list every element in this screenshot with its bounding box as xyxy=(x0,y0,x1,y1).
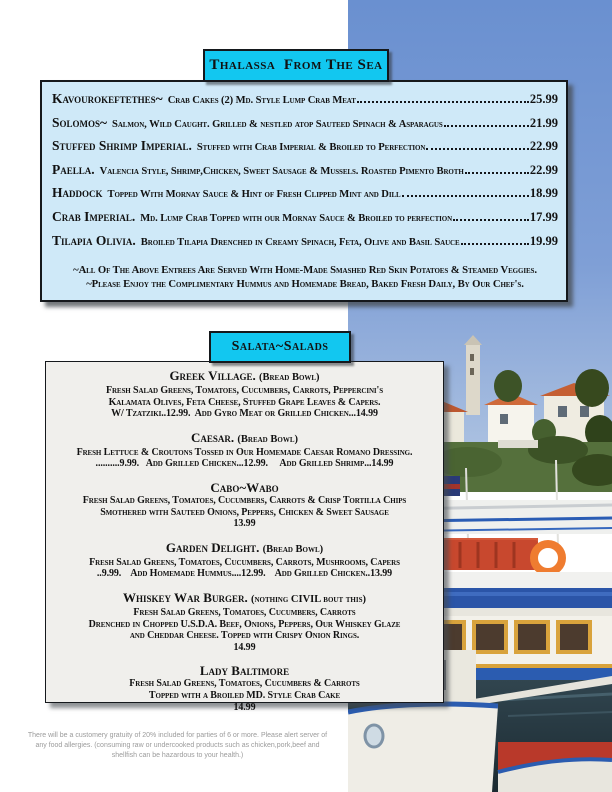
item-price: 22.99 xyxy=(529,162,558,177)
item-desc: Stuffed with Crab Imperial & Broiled to Perfection xyxy=(196,142,426,154)
disclaimer-line: There will be a customery gratuity of 20% included for parties of 6 or more. Please alert server of xyxy=(27,732,328,739)
disclaimer-line: shellfish can be hazardous to your health.) xyxy=(111,752,244,759)
salad-line: and Cheddar Cheese. Topped with Crispy Onion Rings. xyxy=(129,630,360,642)
salad-entry xyxy=(54,368,435,420)
item-price: 18.99 xyxy=(529,186,558,201)
salad-line: Fresh Salad Greens, Tomatoes, Cucumbers & Carrots xyxy=(129,678,360,690)
item-desc: Broiled Tilapia Drenched in Creamy Spinach, Feta, Olive and Basil Sauce xyxy=(140,236,460,248)
salad-title: Greek Village. (Bread Bowl) xyxy=(169,368,320,383)
item-desc: Topped With Mornay Sauce & Hint of Fresh Clipped Mint and Dill xyxy=(107,189,401,201)
menu-item xyxy=(52,209,558,233)
item-desc: Crab Cakes (2) Md. Style Lump Crab Meat xyxy=(167,95,356,106)
menu-item xyxy=(52,185,558,209)
item-name: Paella. xyxy=(52,161,95,177)
item-desc: Salmon, Wild Caught. Grilled & nestled atop Sauteed Spinach & Asparagus xyxy=(112,118,443,130)
dot-leader xyxy=(444,125,529,127)
dot-leader xyxy=(465,172,529,174)
section-header-salata xyxy=(209,331,351,363)
salad-line: Drenched in Chopped U.S.D.A. Beef, Onions, Peppers, Our Whiskey Glaze xyxy=(88,618,401,630)
salad-line: Kalamata Olives, Feta Cheese, Stuffed Grape Leaves & Capers. xyxy=(108,396,381,408)
life-ring xyxy=(534,544,562,572)
salad-line: Fresh Salad Greens, Tomatoes, Cucumbers, Carrots, Mushrooms, Capers xyxy=(89,556,400,568)
dot-leader xyxy=(461,243,529,245)
menu-item xyxy=(52,138,558,162)
item-price: 21.99 xyxy=(529,115,558,130)
salad-title: Whiskey War Burger. (nothing CIVIL bout this) xyxy=(123,589,366,605)
salad-subtitle: (Bread Bowl) xyxy=(258,372,320,383)
salad-entry xyxy=(54,590,435,653)
entree-notes xyxy=(52,264,558,291)
item-desc: Md. Lump Crab Topped with our Mornay Sauce & Broiled to perfection xyxy=(140,212,453,224)
item-name: Kavourokeftethes~ xyxy=(52,91,163,106)
section-header-salata-label: Salata~Salads xyxy=(231,339,329,354)
salad-subtitle: (nothing CIVIL bout this) xyxy=(250,593,366,605)
item-name: Haddock xyxy=(52,185,103,201)
entree-note-line: ~All Of The Above Entrees Are Served With Home-Made Smashed Red Skin Potatoes & Steamed Veggies. xyxy=(73,264,537,277)
dot-leader xyxy=(426,148,529,150)
salad-line: 14.99 xyxy=(233,701,256,713)
item-name: Solomos~ xyxy=(52,114,108,130)
section-header-thalassa xyxy=(203,49,389,82)
disclaimer xyxy=(10,731,345,761)
item-price: 22.99 xyxy=(529,139,558,154)
salad-entry xyxy=(54,540,435,580)
salad-title: Garden Delight. (Bread Bowl) xyxy=(165,539,324,555)
menu-item xyxy=(52,115,558,139)
salad-entry xyxy=(54,430,435,470)
salad-line: W/ Tzatziki..12.99. Add Gyro Meat or Grilled Chicken...14.99 xyxy=(111,408,378,420)
item-price: 25.99 xyxy=(529,92,558,106)
salad-line: ..9.99. Add Homemade Hummus....12.99. Add Grilled Chicken..13.99 xyxy=(96,568,393,580)
salad-title: Caesar. (Bread Bowl) xyxy=(191,429,298,445)
disclaimer-line: any food allergies. (consuming raw or undercooked products such as chicken,pork,beef and xyxy=(35,742,320,749)
salad-title: Lady Baltimore xyxy=(199,663,290,679)
salad-line: 13.99 xyxy=(233,518,256,530)
item-name: Tilapia Olivia. xyxy=(52,232,136,248)
dot-leader xyxy=(453,219,529,221)
section-header-thalassa-label: Thalassa From The Sea xyxy=(209,57,383,73)
menu-item xyxy=(52,233,558,257)
item-price: 17.99 xyxy=(529,209,558,224)
salad-line: Fresh Salad Greens, Tomatoes, Cucumbers, Carrots & Crisp Tortilla Chips xyxy=(82,494,407,506)
salads-box xyxy=(45,361,444,713)
item-name: Crab Imperial. xyxy=(52,208,136,224)
salad-line: ..........9.99. Add Grilled Chicken...12.99. Add Grilled Shrimp...14.99 xyxy=(95,458,394,470)
sea-menu-box xyxy=(40,80,568,302)
item-price: 19.99 xyxy=(529,233,558,248)
salad-subtitle: (Bread Bowl) xyxy=(237,433,298,445)
item-desc: Valencia Style, Shrimp,Chicken, Sweet Sausage & Mussels. Roasted Pimento Broth xyxy=(99,165,464,177)
salad-line: Smothered with Sauteed Onions, Peppers, Chicken & Sweet Sausage xyxy=(100,506,389,518)
salad-subtitle: (Bread Bowl) xyxy=(262,543,324,555)
item-name: Stuffed Shrimp Imperial. xyxy=(52,138,192,154)
salad-line: Fresh Lettuce & Croutons Tossed in Our Homemade Caesar Romano Dressing. xyxy=(76,446,413,458)
salad-line: 14.99 xyxy=(233,641,256,653)
salad-title: Cabo~Wabo xyxy=(210,479,279,495)
dot-leader xyxy=(402,195,529,197)
entree-note-line: ~Please Enjoy the Complimentary Hummus and Homemade Bread, Baked Fresh Daily, By Our Chef's. xyxy=(86,277,524,290)
salad-line: Fresh Salad Greens, Tomatoes, Cucumbers, Carrots xyxy=(133,606,356,618)
menu-item xyxy=(52,91,558,115)
salad-line: Fresh Salad Greens, Tomatoes, Cucumbers, Carrots, Peppercini's xyxy=(105,385,384,396)
salad-line: Topped with a Broiled MD. Style Crab Cake xyxy=(148,689,341,701)
salad-entry xyxy=(54,663,435,713)
salad-entry xyxy=(54,480,435,530)
menu-item xyxy=(52,162,558,186)
dot-leader xyxy=(357,101,529,103)
